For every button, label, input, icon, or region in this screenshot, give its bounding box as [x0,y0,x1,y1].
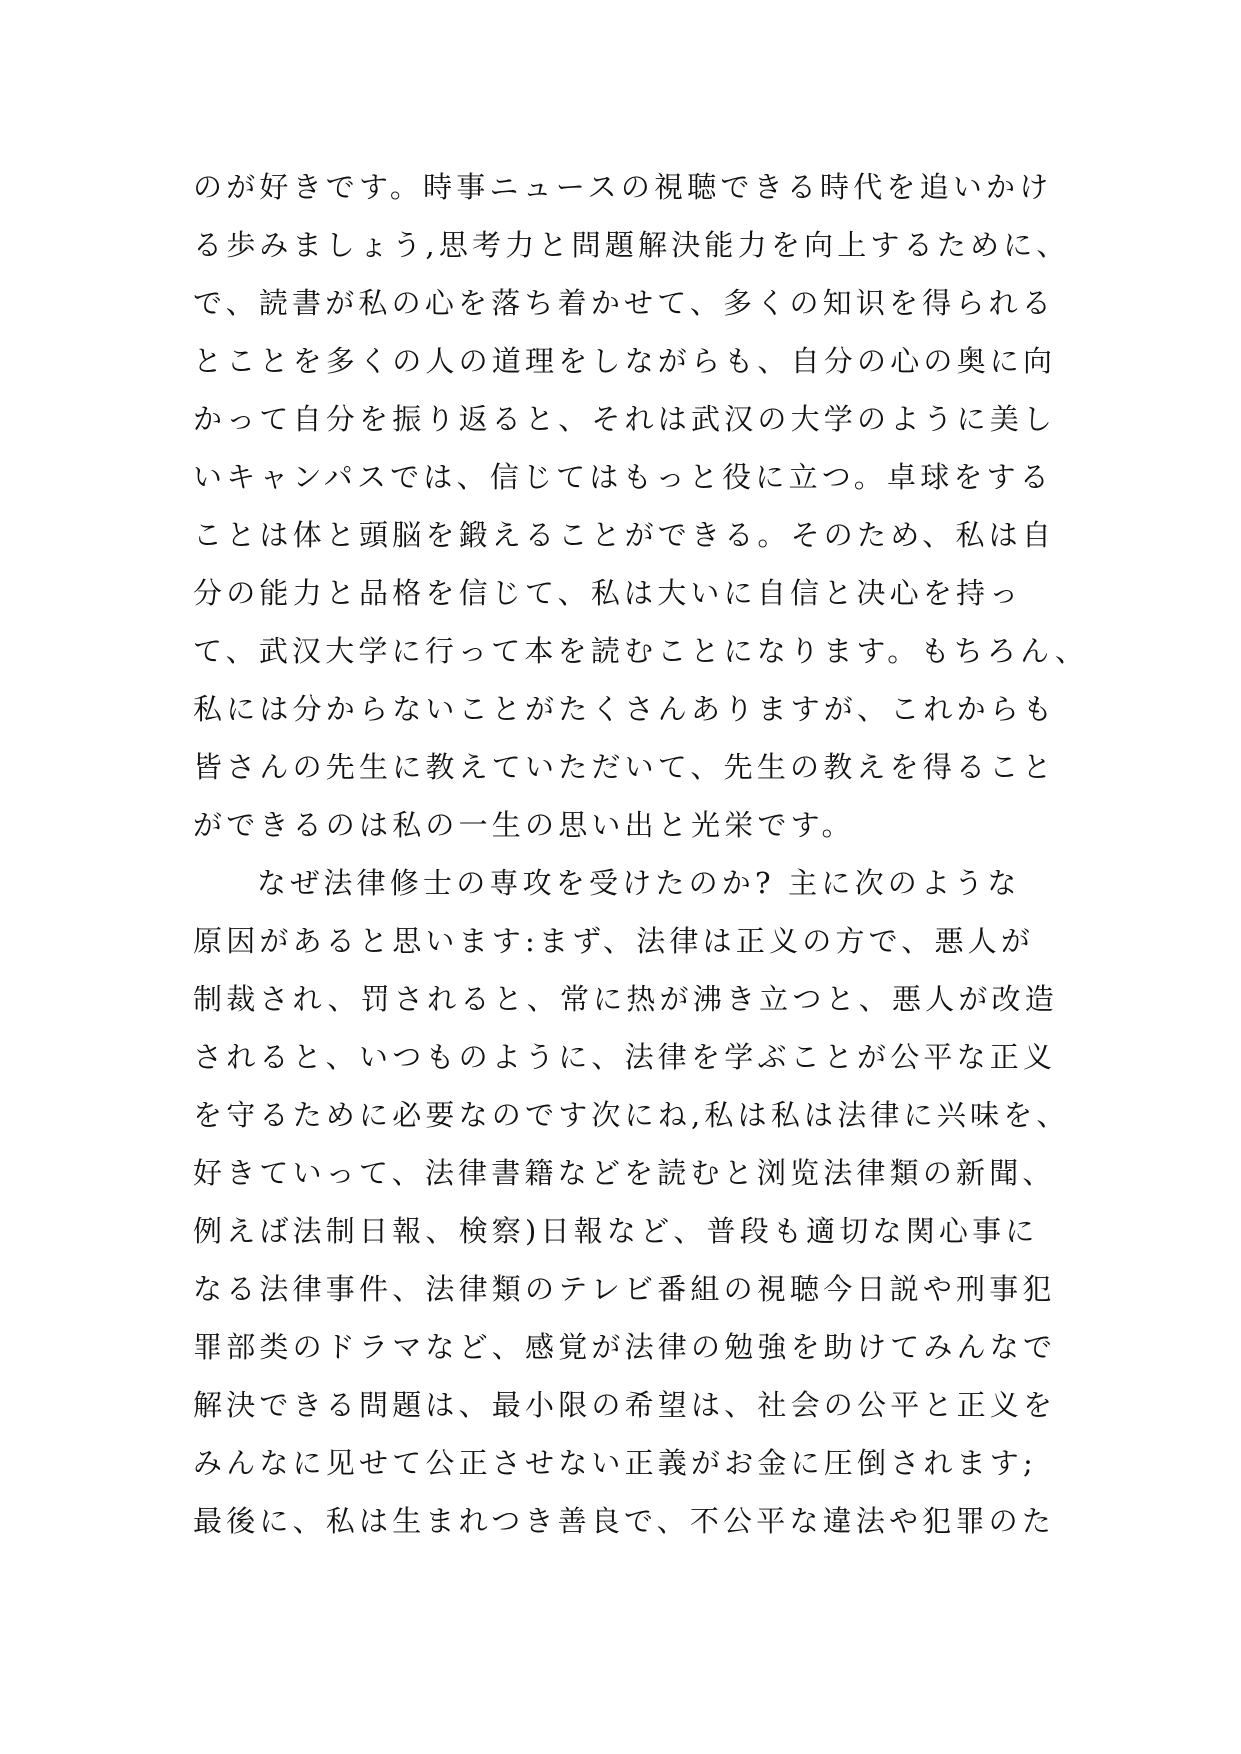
text-line: なぜ法律修士の専攻を受けたのか? 主に次のような [257,866,1021,900]
text-line: かって自分を振り返ると、それは武汉の大学のように美し [193,402,1057,436]
text-line: 罪部类のドラマなど、感覚が法律の勉強を助けてみんなで [193,1330,1057,1364]
text-line: る歩みましょう,思考力と問題解決能力を向上するために、 [193,228,1070,262]
text-line: 解決できる問題は、最小限の希望は、社会の公平と正义を [193,1388,1057,1422]
text-line: とことを多くの人の道理をしながらも、自分の心の奥に向 [193,344,1057,378]
text-line: 私には分からないことがたくさんありますが、これからも [193,692,1057,726]
text-line: を守るために必要なのです次にね,私は私は法律に兴味を、 [193,1098,1070,1132]
text-line: ことは体と頭脳を鍛えることができる。そのため、私は自 [193,518,1056,552]
text-line: なる法律事件、法律類のテレビ番組の視聴今日説や刑事犯 [193,1272,1056,1306]
text-line: 原因があると思います:まず、法律は正义の方で、悪人が [193,924,1035,958]
text-line: て、武汉大学に行って本を読むことになります。もちろん、 [193,634,1089,668]
text-line: されると、いつものように、法律を学ぶことが公平な正义 [193,1040,1057,1074]
text-line: 例えば法制日報、検察)日報など、普段も適切な関心事に [193,1214,1039,1248]
text-line: 分の能力と品格を信じて、私は大いに自信と决心を持っ [193,576,1023,610]
text-line: 最後に、私は生まれつき善良で、不公平な違法や犯罪のた [193,1504,1056,1538]
text-line: みんなに见せて公正させない正義がお金に圧倒されます; [193,1446,1037,1480]
text-line: ができるのは私の一生の思い出と光栄です。 [193,808,855,842]
body-text [193,158,1123,1550]
text-line: で、読書が私の心を落ち着かせて、多くの知识を得られる [193,286,1056,320]
text-line: 好きていって、法律書籍などを読むと浏览法律類の新聞、 [193,1156,1056,1190]
text-line: 制裁され、罚されると、常に热が沸き立つと、悪人が改造 [193,982,1058,1016]
text-line: いキャンパスでは、信じてはもっと役に立つ。卓球をする [193,460,1054,494]
text-line: のが好きです。時事ニュースの視聴できる時代を追いかけ [193,170,1053,204]
text-line: 皆さんの先生に教えていただいて、先生の教えを得ること [193,750,1056,784]
